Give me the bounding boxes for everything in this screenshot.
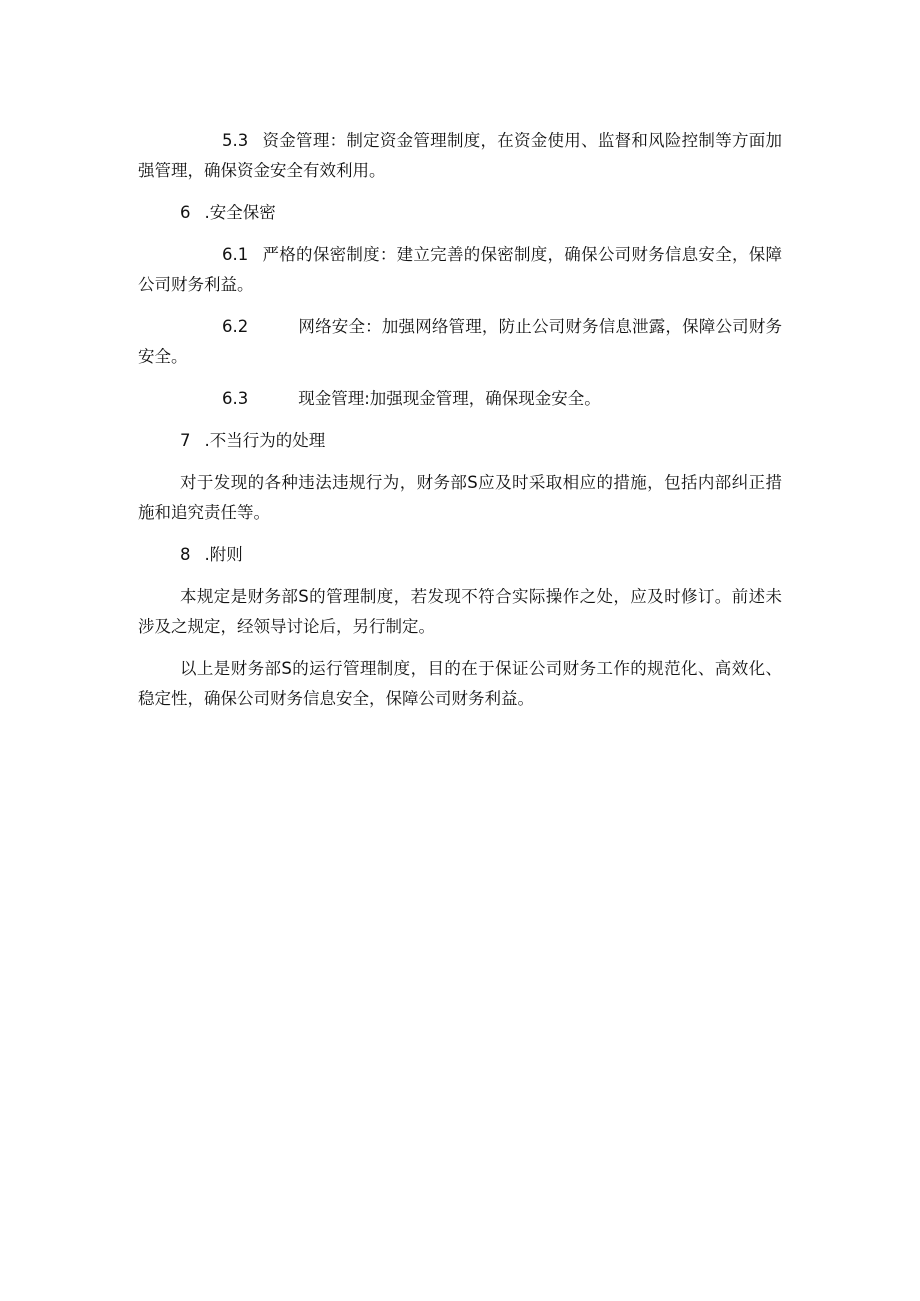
document-body xyxy=(138,126,782,726)
section-number: 6.2 xyxy=(222,317,249,336)
section-text: 现金管理:加强现金管理，确保现金安全。 xyxy=(298,389,601,408)
section-text: 网络安全：加强网络管理，防止公司财务信息泄露，保障公司财务安全。 xyxy=(138,317,782,366)
section-number: 6.3 xyxy=(222,389,249,408)
heading-number: 6 xyxy=(180,203,191,222)
section-6-1 xyxy=(138,240,782,300)
section-5-3 xyxy=(138,126,782,186)
heading-8 xyxy=(138,540,782,570)
heading-text: .附则 xyxy=(204,545,243,564)
section-text: 严格的保密制度：建立完善的保密制度，确保公司财务信息安全，保障公司财务利益。 xyxy=(138,245,782,294)
section-6-2 xyxy=(138,312,782,372)
heading-number: 8 xyxy=(180,545,191,564)
heading-text: .安全保密 xyxy=(204,203,276,222)
heading-text: .不当行为的处理 xyxy=(204,431,326,450)
section-number: 5.3 xyxy=(222,131,249,150)
section-number: 6.1 xyxy=(222,245,249,264)
section-text: 资金管理：制定资金管理制度，在资金使用、监督和风险控制等方面加强管理，确保资金安全有效利用。 xyxy=(138,131,782,180)
paragraph-8: 本规定是财务部S的管理制度，若发现不符合实际操作之处，应及时修订。前述未涉及之规定，经领导讨论后，另行制定。 xyxy=(138,587,782,636)
heading-7 xyxy=(138,426,782,456)
heading-6 xyxy=(138,198,782,228)
paragraph-closing: 以上是财务部S的运行管理制度，目的在于保证公司财务工作的规范化、高效化、稳定性，确保公司财务信息安全，保障公司财务利益。 xyxy=(138,659,782,708)
heading-number: 7 xyxy=(180,431,191,450)
section-6-3 xyxy=(138,384,782,414)
paragraph-7: 对于发现的各种违法违规行为，财务部S应及时采取相应的措施，包括内部纠正措施和追究责任等。 xyxy=(138,473,782,522)
